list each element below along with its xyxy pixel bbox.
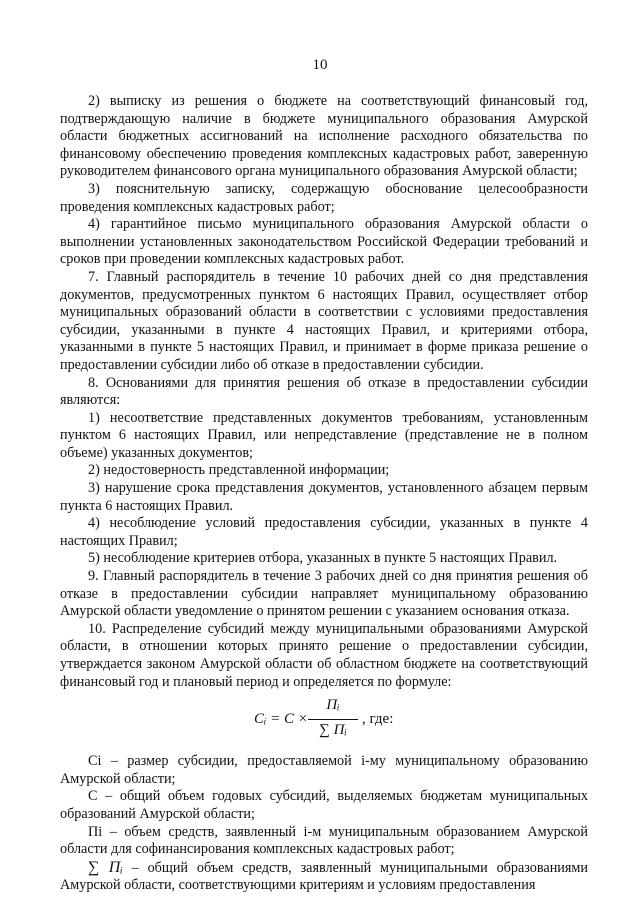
paragraph-item-9: 9. Главный распорядитель в течение 3 рабочих дней со дня принятия решения об отказе в предоставлении субсидии направляет муниципальному образованию Амурской области уведомление о принятом решении с указанием основания отказа. [60,568,588,620]
document-body [60,93,588,895]
sum-definition-text: – общий объем средств, заявленный муниципальными образованиями Амурской области, соответствующими критериям и условиям предоставления [60,859,588,894]
formula-denominator: ∑ Пᵢ [319,722,347,739]
paragraph-refusal-4: 4) несоблюдение условий предоставления субсидии, указанных в пункте 4 настоящих Правил; [60,515,588,549]
sum-symbol: ∑ Пᵢ [88,858,123,876]
paragraph-extract-budget: 2) выписку из решения о бюджете на соответствующий финансовый год, подтверждающую наличие в бюджете муниципального образования Амурской области бюджетных ассигнований на исполнение расходного обязательства по финансовому обеспечению проведения комплексных кадастровых работ, заверенную руководителем финансового органа муниципального образования Амурской области; [60,93,588,180]
paragraph-guarantee-letter: 4) гарантийное письмо муниципального образования Амурской области о выполнении установленных законодательством Российской Федерации требований и сроков при проведении комплексных кадастровых работ. [60,216,588,268]
formula-suffix: , где: [362,711,394,728]
paragraph-item-7: 7. Главный распорядитель в течение 10 рабочих дней со дня представления документов, предусмотренных пунктом 6 настоящих Правил, осуществляет отбор муниципальных образований области в соответствии с условиями предоставления субсидии, указанными в пункте 4 настоящих Правил, и критериями отбора, указанными в пункте 5 настоящих Правил, и принимает в форме приказа решение о предоставлении субсидии либо об отказе в предоставлении субсидии. [60,268,588,373]
paragraph-item-10: 10. Распределение субсидий между муниципальными образованиями Амурской области, в отношении которых принято решение о предоставлении субсидии, утверждается законом Амурской области об областном бюджете на соответствующий финансовый год и плановый период и определяется по формуле: [60,620,588,690]
paragraph-def-sum [60,859,588,895]
paragraph-refusal-2: 2) недостоверность представленной информации; [88,462,390,479]
paragraph-refusal-3: 3) нарушение срока представления документов, установленного абзацем первым пункта 6 настоящих Правил. [60,480,588,514]
paragraph-explanatory-note: 3) пояснительную записку, содержащую обоснование целесообразности проведения комплексных кадастровых работ; [60,180,588,215]
paragraph-def-ci: Ci – размер субсидии, предоставляемой i-му муниципальному образованию Амурской области; [60,753,588,787]
subsidy-formula [60,697,588,749]
formula-fraction-bar [308,719,358,720]
formula-lhs: Cᵢ = C × [254,711,308,728]
paragraph-refusal-5: 5) несоблюдение критериев отбора, указанных в пункте 5 настоящих Правил. [88,550,558,567]
paragraph-def-pi: Пi – объем средств, заявленный i-м муниципальным образованием Амурской области для софинансирования комплексных кадастровых работ; [60,823,588,858]
paragraph-item-8: 8. Основаниями для принятия решения об отказе в предоставлении субсидии являются: [60,374,588,409]
paragraph-def-c: С – общий объем годовых субсидий, выделяемых бюджетам муниципальных образований Амурской области; [60,788,588,822]
formula-numerator: Пᵢ [326,697,340,714]
formula-fraction [308,697,358,740]
page-number: 10 [312,57,328,73]
paragraph-refusal-1: 1) несоответствие представленных документов требованиям, установленным пунктом 6 настоящих Правил, или непредставление (представление не в полном объеме) указанных документов; [60,409,588,461]
